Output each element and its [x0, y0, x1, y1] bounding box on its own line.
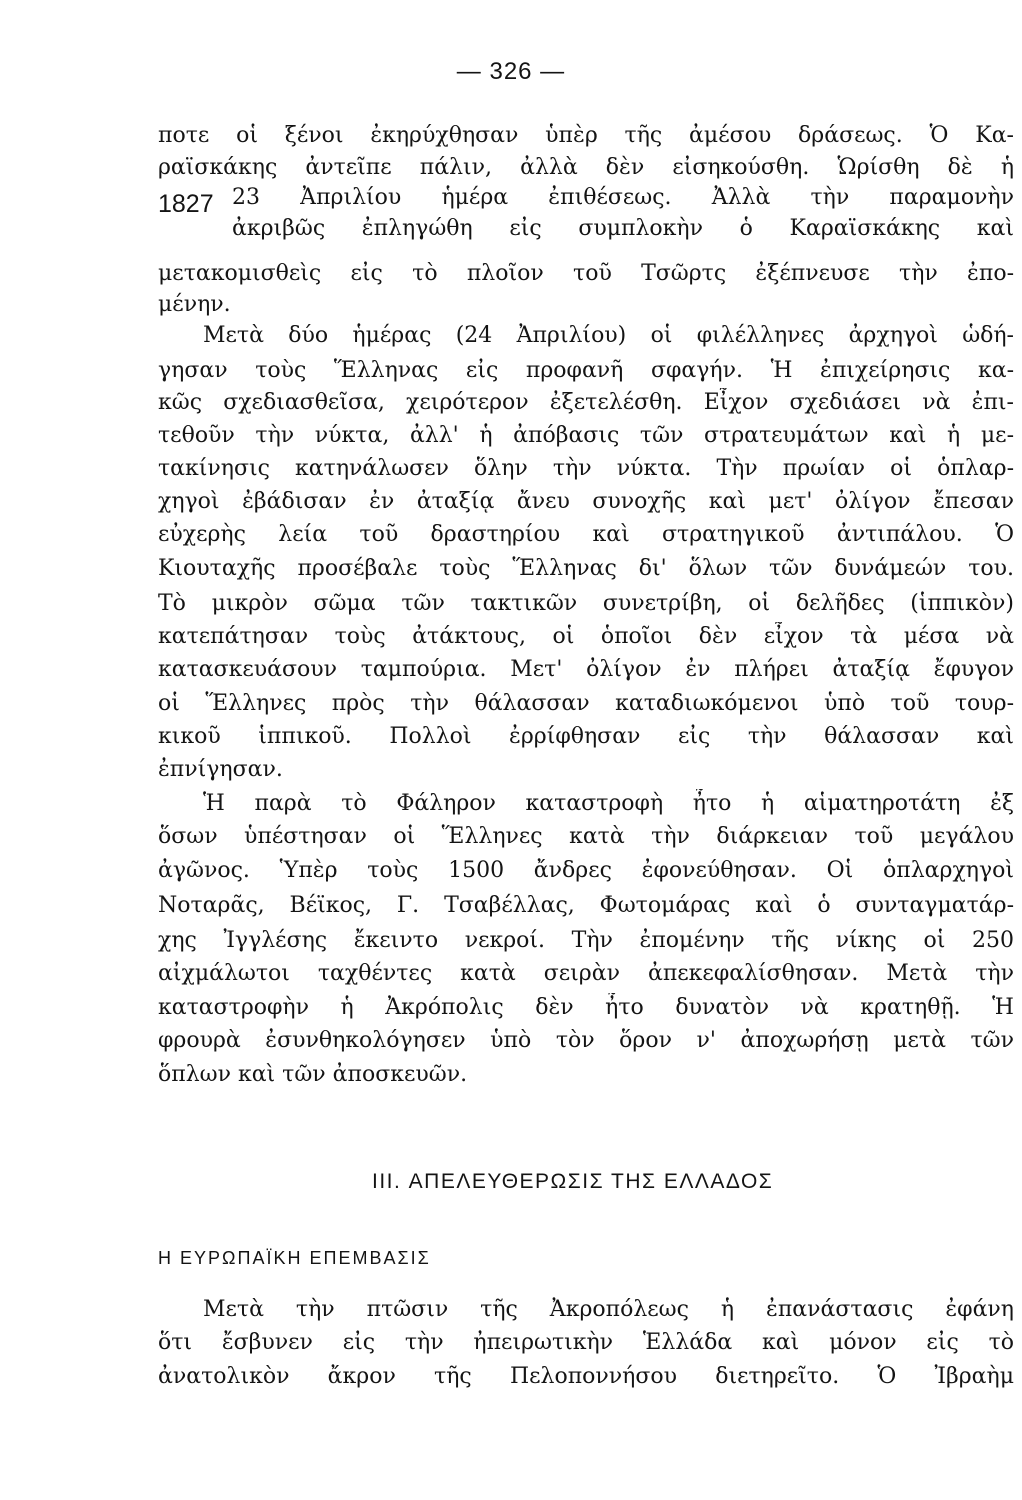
- text-line: τεθοῦν τὴν νύκτα, ἀλλ' ἡ ἀπόβασις τῶν στρατευμάτων καὶ ἡ με-: [158, 423, 1014, 448]
- text-line: ὅπλων καὶ τῶν ἀποσκευῶν.: [158, 1062, 468, 1087]
- text-line: καταστροφὴν ἡ Ἀκρόπολις δὲν ἦτο δυνατὸν νὰ κρατηθῇ. Ἡ: [158, 995, 1014, 1020]
- text-line: ποτε οἱ ξένοι ἐκηρύχθησαν ὑπὲρ τῆς ἀμέσου δράσεως. Ὁ Κα-: [158, 123, 1014, 148]
- text-line: μένην.: [158, 292, 231, 317]
- text-line: μετακομισθεὶς εἰς τὸ πλοῖον τοῦ Τσῶρτς ἐξέπνευσε τὴν ἐπο-: [158, 261, 1014, 286]
- text-line: αἰχμάλωτοι ταχθέντες κατὰ σειρὰν ἀπεκεφαλίσθησαν. Μετὰ τὴν: [158, 961, 1014, 986]
- text-line: Νοταρᾶς, Βέϊκος, Γ. Τσαβέλλας, Φωτομάρας καὶ ὁ συνταγματάρ-: [158, 893, 1014, 918]
- text-line: Μετὰ τὴν πτῶσιν τῆς Ἀκροπόλεως ἡ ἐπανάστασις ἐφάνη: [203, 1297, 1014, 1322]
- text-line: Μετὰ δύο ἡμέρας (24 Ἀπριλίου) οἱ φιλέλληνες ἀρχηγοὶ ὡδή-: [203, 323, 1014, 348]
- text-line: 23 Ἀπριλίου ἡμέρα ἐπιθέσεως. Ἀλλὰ τὴν παραμονὴν: [232, 185, 1014, 210]
- text-line: ὅσων ὑπέστησαν οἱ Ἕλληνες κατὰ τὴν διάρκειαν τοῦ μεγάλου: [158, 824, 1014, 849]
- text-line: γησαν τοὺς Ἕλληνας εἰς προφανῆ σφαγήν. Ἡ ἐπιχείρησις κα-: [158, 358, 1014, 383]
- text-line: ραϊσκάκης ἀντεῖπε πάλιν, ἀλλὰ δὲν εἰσηκούσθη. Ὡρίσθη δὲ ἡ: [158, 155, 1014, 180]
- text-line: οἱ Ἕλληνες πρὸς τὴν θάλασσαν καταδιωκόμενοι ὑπὸ τοῦ τουρ-: [158, 691, 1014, 716]
- text-line: ἐπνίγησαν.: [158, 757, 283, 782]
- text-line: χηγοὶ ἐβάδισαν ἐν ἀταξίᾳ ἄνευ συνοχῆς καὶ μετ' ὀλίγον ἔπεσαν: [158, 489, 1014, 514]
- text-line: ἀγῶνος. Ὑπὲρ τοὺς 1500 ἄνδρες ἐφονεύθησαν. Οἱ ὁπλαρχηγοὶ: [158, 858, 1014, 883]
- text-line: κατασκευάσουν ταμπούρια. Μετ' ὀλίγον ἐν πλήρει ἀταξίᾳ ἔφυγον: [158, 657, 1014, 682]
- section-subheading: Η ΕΥΡΩΠΑΪΚΗ ΕΠΕΜΒΑΣΙΣ: [158, 1248, 431, 1268]
- margin-year: 1827: [158, 190, 214, 218]
- text-line: κῶς σχεδιασθεῖσα, χειρότερον ἐξετελέσθη. Εἶχον σχεδιάσει νὰ ἐπι-: [158, 390, 1014, 415]
- section-heading: III. ΑΠΕΛΕΥΘΕΡΩΣΙΣ ΤΗΣ ΕΛΛΑΔΟΣ: [372, 1170, 774, 1193]
- page-number: — 326 —: [456, 58, 566, 85]
- text-line: Τὸ μικρὸν σῶμα τῶν τακτικῶν συνετρίβη, οἱ δελῆδες (ἱππικὸν): [158, 591, 1014, 616]
- text-line: τακίνησις κατηνάλωσεν ὅλην τὴν νύκτα. Τὴν πρωίαν οἱ ὁπλαρ-: [158, 456, 1014, 481]
- text-line: ἀνατολικὸν ἄκρον τῆς Πελοποννήσου διετηρεῖτο. Ὁ Ἰβραὴμ: [158, 1364, 1014, 1389]
- text-line: ὅτι ἔσβυνεν εἰς τὴν ἠπειρωτικὴν Ἑλλάδα καὶ μόνον εἰς τὸ: [158, 1330, 1014, 1355]
- text-line: εὐχερὴς λεία τοῦ δραστηρίου καὶ στρατηγικοῦ ἀντιπάλου. Ὁ: [158, 522, 1014, 547]
- text-line: χης Ἰγγλέσης ἔκειντο νεκροί. Τὴν ἐπομένην τῆς νίκης οἱ 250: [158, 928, 1014, 953]
- text-line: Ἡ παρὰ τὸ Φάληρον καταστροφὴ ἦτο ἡ αἱματηροτάτη ἐξ: [203, 791, 1014, 816]
- text-line: Κιουταχῆς προσέβαλε τοὺς Ἕλληνας δι' ὅλων τῶν δυνάμεών του.: [158, 556, 1014, 581]
- text-line: κικοῦ ἱππικοῦ. Πολλοὶ ἐρρίφθησαν εἰς τὴν θάλασσαν καὶ: [158, 724, 1014, 749]
- text-line: ἀκριβῶς ἐπληγώθη εἰς συμπλοκὴν ὁ Καραϊσκάκης καὶ: [232, 216, 1014, 241]
- text-line: φρουρὰ ἐσυνθηκολόγησεν ὑπὸ τὸν ὅρον ν' ἀποχωρήσῃ μετὰ τῶν: [158, 1028, 1014, 1053]
- text-line: κατεπάτησαν τοὺς ἀτάκτους, οἱ ὁποῖοι δὲν εἶχον τὰ μέσα νὰ: [158, 624, 1014, 649]
